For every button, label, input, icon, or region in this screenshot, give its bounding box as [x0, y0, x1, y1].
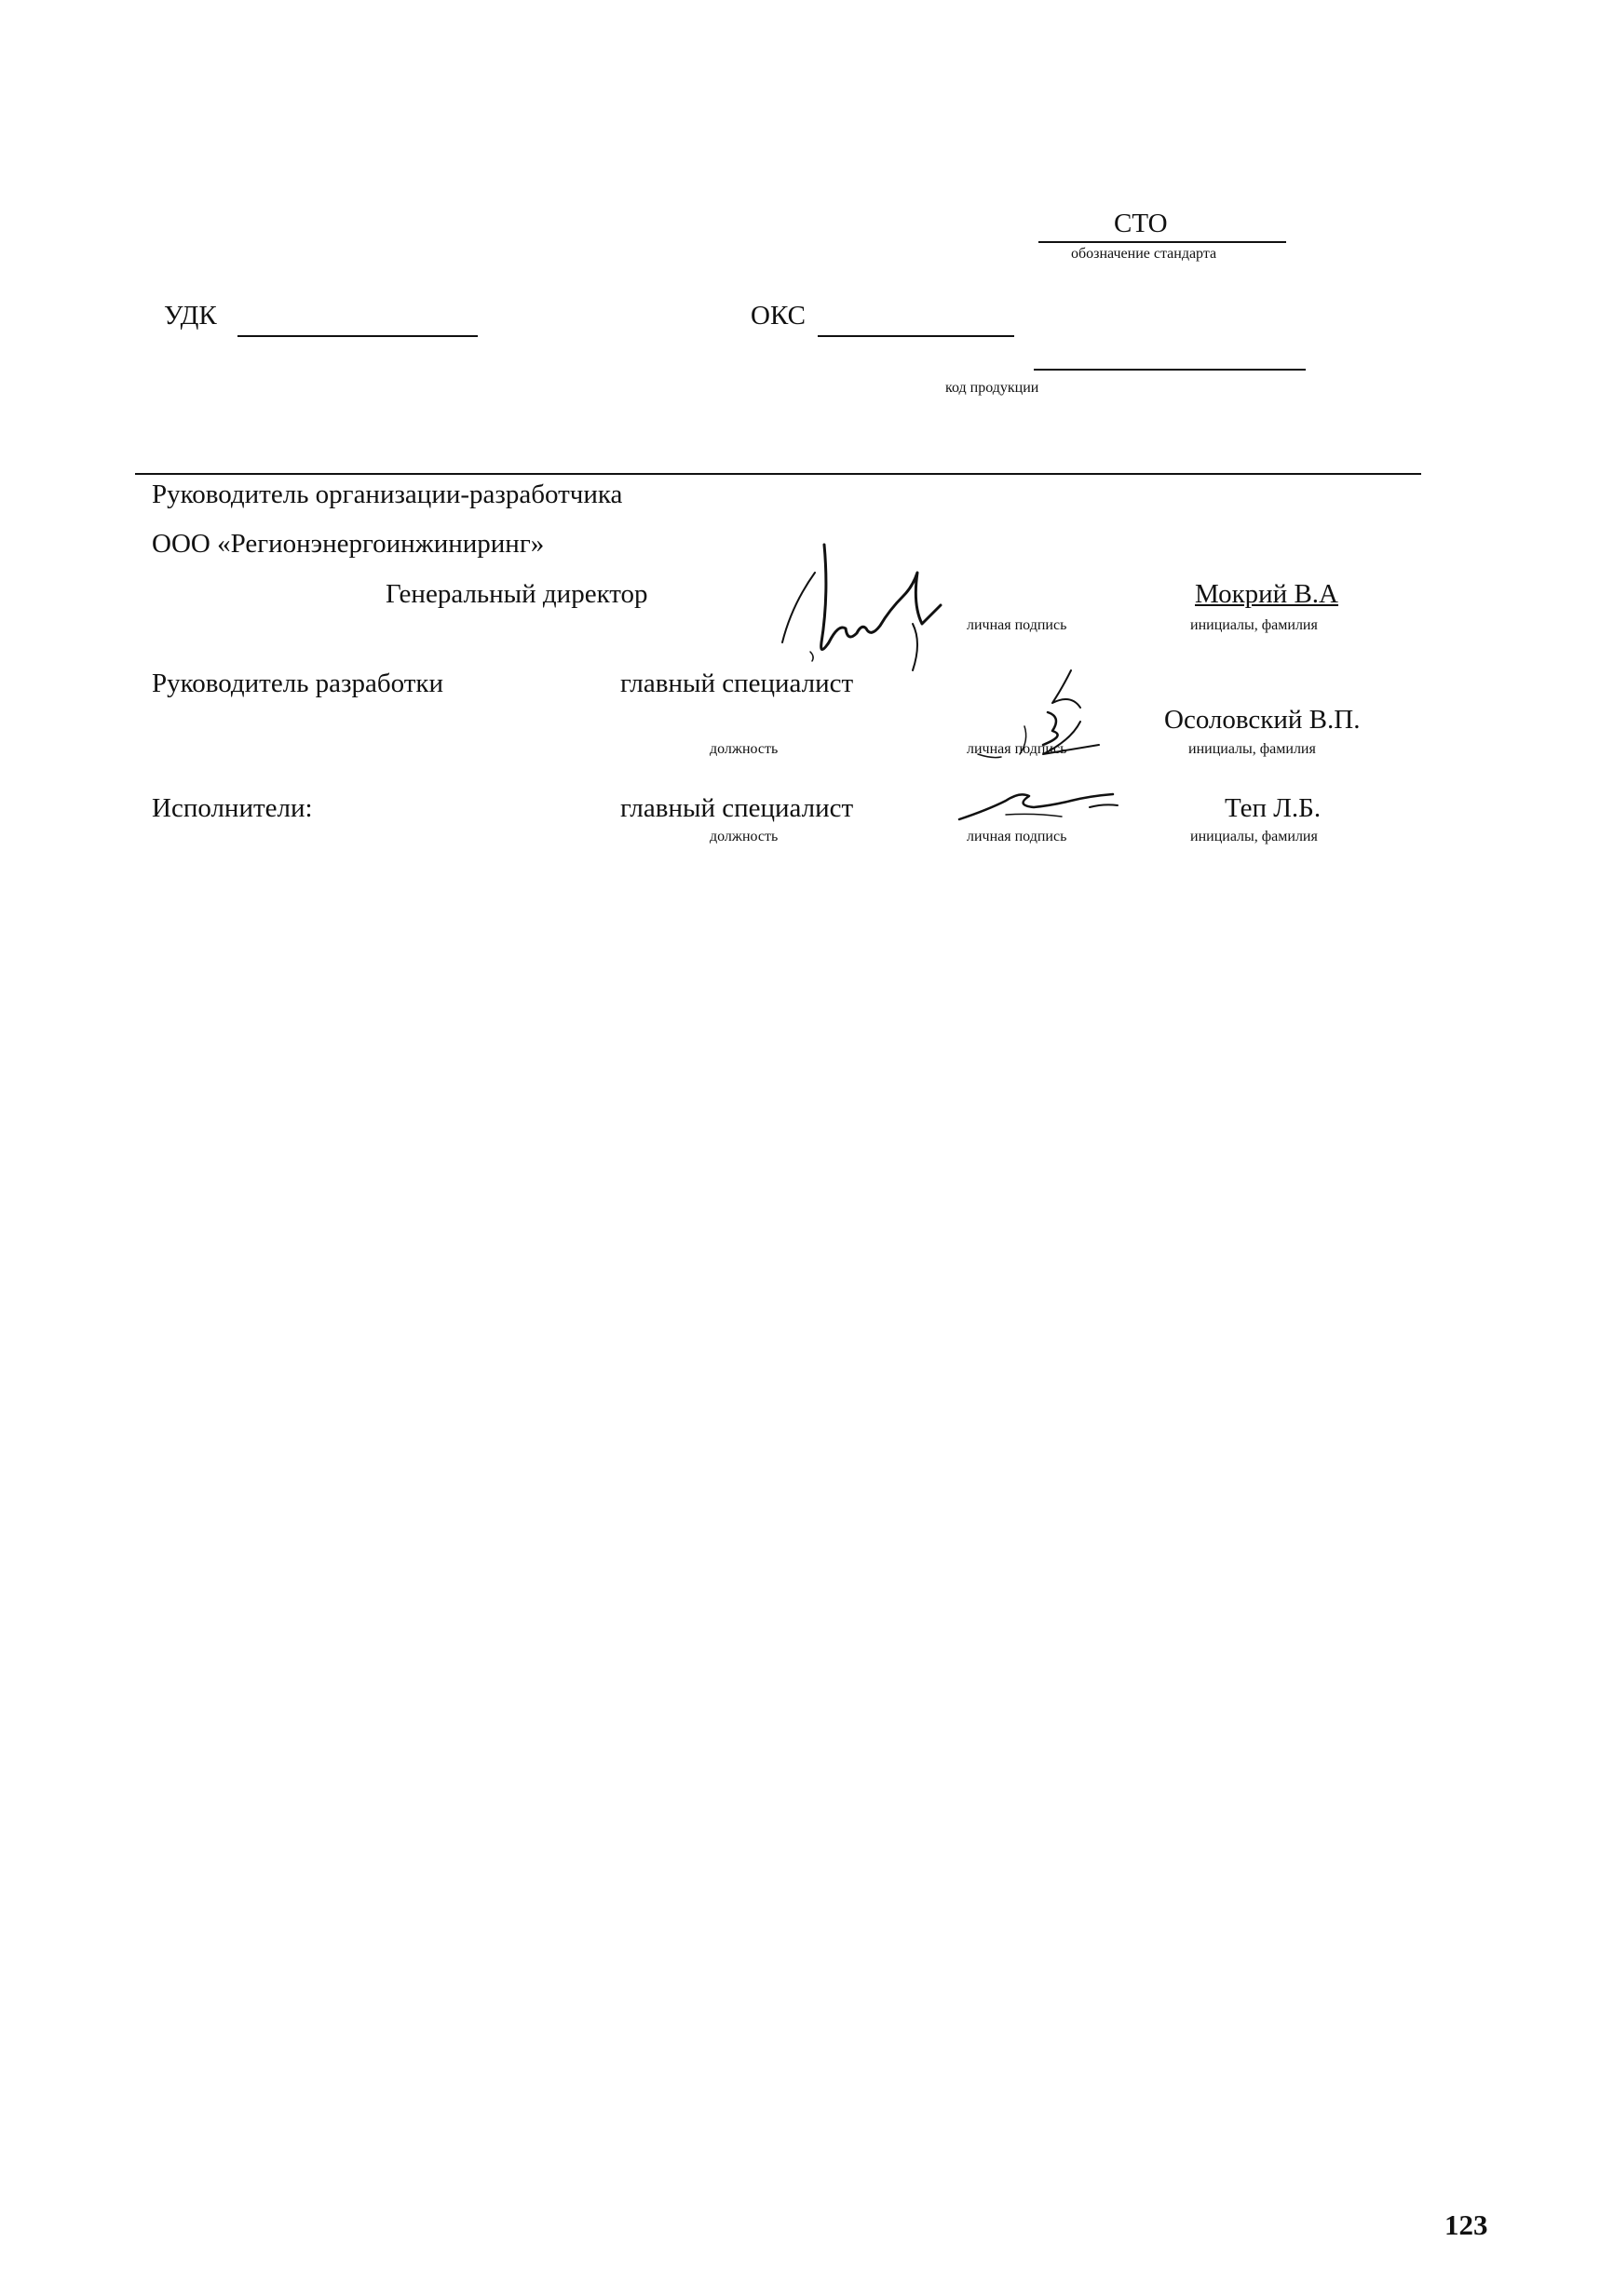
standard-caption: обозначение стандарта	[1071, 246, 1217, 262]
executors-name-caption: инициалы, фамилия	[1190, 829, 1318, 844]
dev-head-signature-caption: личная подпись	[967, 741, 1067, 757]
dev-head-name-caption: инициалы, фамилия	[1188, 741, 1316, 757]
standard-code-line	[1038, 241, 1286, 243]
oks-label: ОКС	[751, 301, 806, 331]
udk-label: УДК	[164, 301, 217, 331]
dev-head-role: Руководитель разработки	[152, 669, 444, 698]
page-number: 123	[1444, 2208, 1488, 2241]
executors-position: главный специалист	[620, 793, 854, 823]
separator-line	[135, 473, 1421, 475]
product-code-line	[1034, 369, 1306, 371]
executors-signature-caption: личная подпись	[967, 829, 1067, 844]
org-head-signature-caption: личная подпись	[967, 617, 1067, 633]
oks-line	[818, 335, 1014, 337]
product-code-caption: код продукции	[945, 380, 1039, 396]
executors-name: Теп Л.Б.	[1225, 793, 1322, 823]
dev-head-position: главный специалист	[620, 669, 854, 698]
executors-signature	[950, 777, 1136, 833]
udk-line	[237, 335, 478, 337]
org-head-title: Руководитель организации-разработчика	[152, 479, 623, 509]
org-head-signature	[773, 540, 959, 680]
dev-head-name: Осоловский В.П.	[1164, 705, 1361, 735]
dev-head-position-caption: должность	[710, 741, 779, 757]
org-head-name-caption: инициалы, фамилия	[1190, 617, 1318, 633]
org-name: ООО «Регионэнергоинжиниринг»	[152, 529, 545, 559]
org-head-name: Мокрий В.А	[1195, 579, 1338, 609]
standard-code: СТО	[1114, 209, 1168, 238]
executors-role: Исполнители:	[152, 793, 313, 823]
org-head-position: Генеральный директор	[386, 579, 648, 609]
executors-position-caption: должность	[710, 829, 779, 844]
